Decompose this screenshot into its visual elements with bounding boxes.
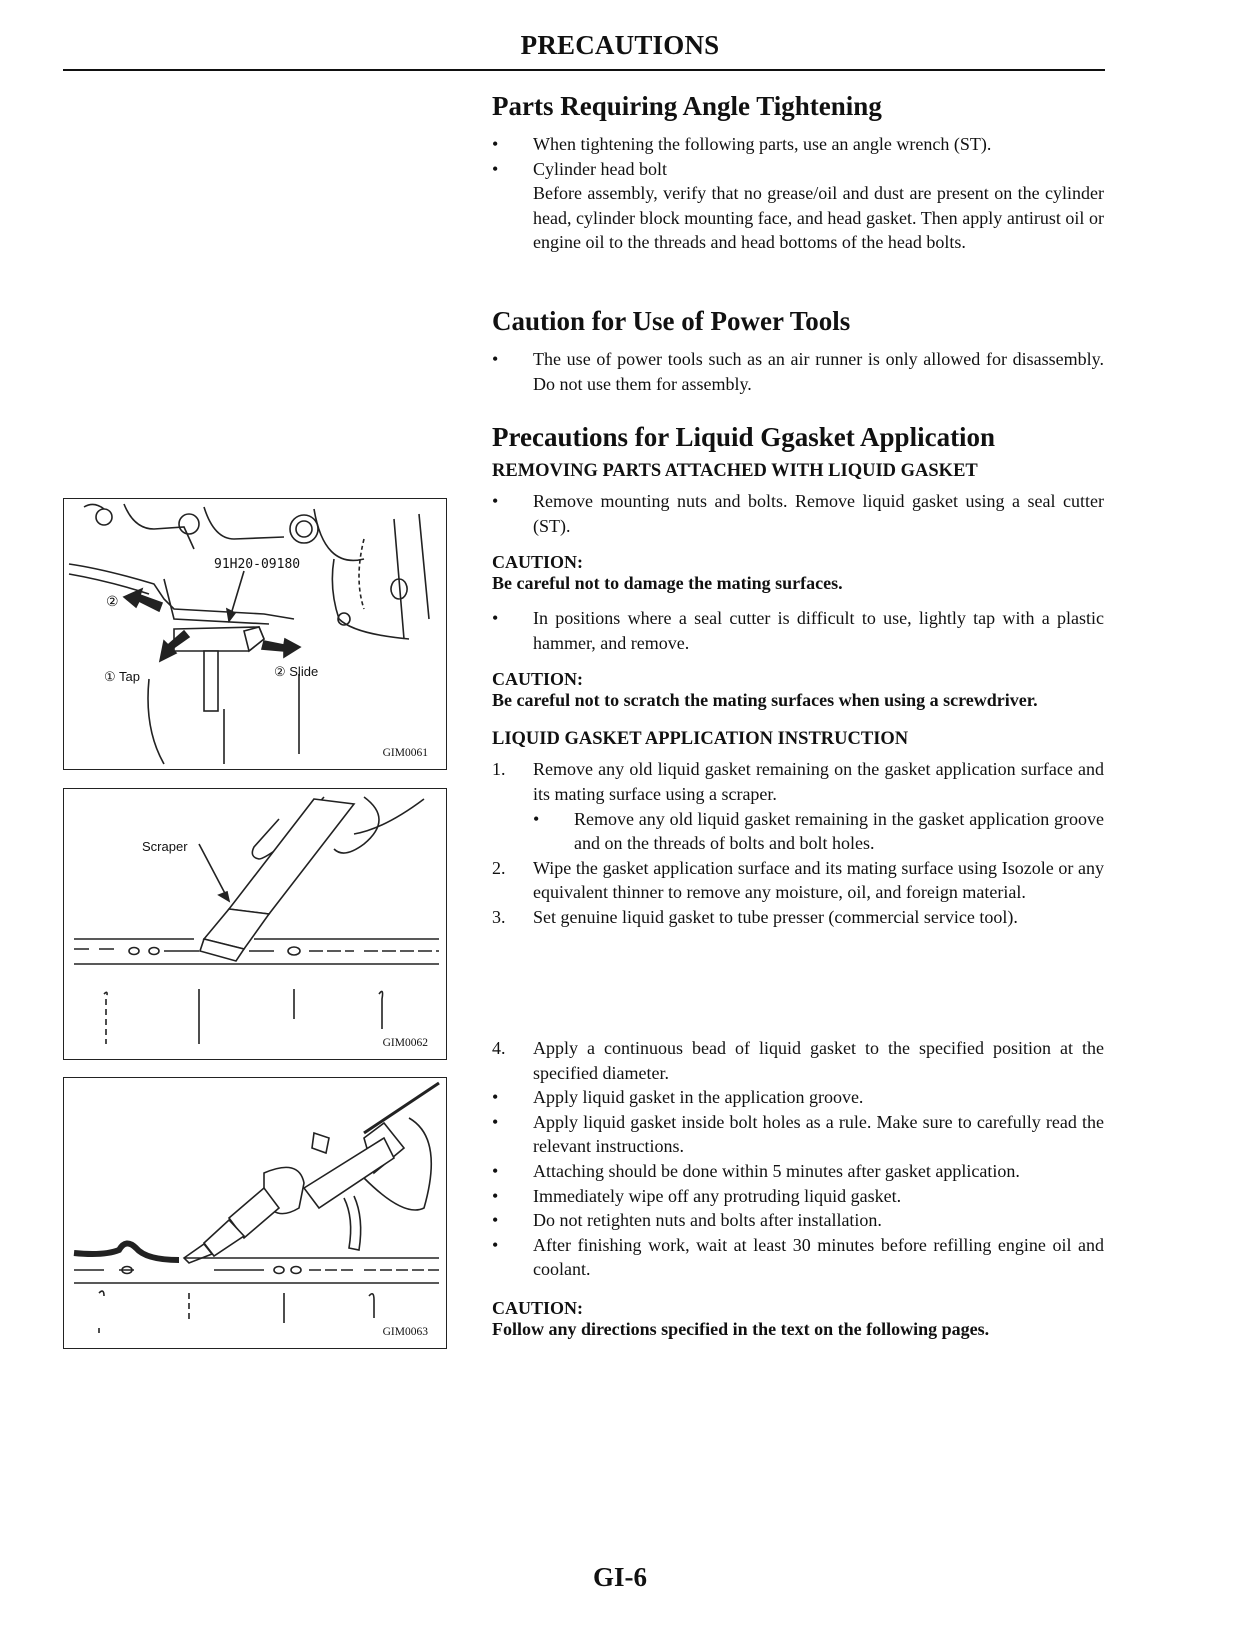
- section-liquid-gasket: [492, 421, 1104, 930]
- section-heading: Precautions for Liquid Ggasket Application: [492, 422, 996, 452]
- scraper-label: Scraper: [142, 839, 188, 854]
- scraper-illustration: [64, 789, 446, 1059]
- list-item: • Cylinder head bolt: [492, 158, 667, 179]
- gasket-gun-illustration: [64, 1078, 446, 1348]
- list-item: • Attaching should be done within 5 minutes after gasket application.: [492, 1160, 1020, 1181]
- caution-label: CAUTION:: [492, 552, 584, 573]
- list-item: 4. Apply a continuous bead of liquid gasket to the specified position at the specified diameter.: [492, 1038, 1104, 1083]
- list-item: • Remove mounting nuts and bolts. Remove liquid gasket using a seal cutter (ST).: [492, 491, 1104, 536]
- list-item: • Do not retighten nuts and bolts after installation.: [492, 1210, 882, 1231]
- list-item: 2. Wipe the gasket application surface and its mating surface using Isozole or any equivalent thinner to remove any moisture, oil, and foreign material.: [492, 857, 1104, 903]
- caution-block: [492, 669, 1104, 711]
- section-liquid-gasket-continued: [492, 1036, 1104, 1340]
- figure-id: GIM0061: [382, 747, 428, 759]
- caution-label: CAUTION:: [492, 669, 584, 690]
- step-tap-label: ① Tap: [104, 669, 140, 684]
- seal-cutter-illustration: [64, 499, 446, 769]
- list-item: • Apply liquid gasket inside bolt holes as a rule. Make sure to carefully read the relevant instructions.: [492, 1111, 1104, 1157]
- caution-label: CAUTION:: [492, 1297, 584, 1318]
- section-power-tools: [492, 305, 1104, 396]
- page-title: PRECAUTIONS: [520, 30, 720, 60]
- list-item: • After finishing work, wait at least 30 minutes before refilling engine oil and coolant.: [492, 1234, 1104, 1280]
- figure-scraper: [63, 788, 447, 1060]
- section-angle-tightening: [492, 90, 1104, 255]
- list-item: • Immediately wipe off any protruding liquid gasket.: [492, 1185, 902, 1206]
- figure-id: GIM0063: [382, 1326, 428, 1338]
- caution-text: Follow any directions specified in the text on the following pages.: [492, 1318, 990, 1339]
- list-item: 3. Set genuine liquid gasket to tube presser (commercial service tool).: [492, 906, 1018, 927]
- instruction-list: [492, 757, 1104, 929]
- list-item: 1. Remove any old liquid gasket remaining on the gasket application surface and its mating surface using a scraper.: [492, 759, 1104, 804]
- figure-gasket-gun: [63, 1077, 447, 1349]
- page-number: GI-6: [593, 1562, 647, 1592]
- bullet-list: [492, 606, 1104, 655]
- tool-part-number: 91H20-09180: [214, 557, 301, 572]
- list-item: • When tightening the following parts, use an angle wrench (ST).: [492, 134, 992, 154]
- list-item: • Apply liquid gasket in the application groove.: [492, 1087, 864, 1108]
- list-item: • The use of power tools such as an air runner is only allowed for disassembly. Do not use them for assembly.: [492, 349, 1104, 394]
- subheading-removing: REMOVING PARTS ATTACHED WITH LIQUID GASKET: [492, 461, 978, 481]
- step-marker: ②: [106, 593, 119, 609]
- header-rule: [63, 69, 1105, 71]
- section-heading: Caution for Use of Power Tools: [492, 306, 851, 336]
- list-item-continuation: Before assembly, verify that no grease/oil and dust are present on the cylinder head, cylinder block mounting face, and head gasket. Then apply antirust oil or engine oil to the threads and head bottoms of the head bolts.: [533, 183, 1104, 253]
- subheading-instruction: LIQUID GASKET APPLICATION INSTRUCTION: [492, 729, 909, 750]
- section-heading: Parts Requiring Angle Tightening: [492, 91, 882, 121]
- bullet-list: [492, 347, 1104, 396]
- caution-block: [492, 552, 1104, 594]
- caution-text: Be careful not to scratch the mating surfaces when using a screwdriver.: [492, 690, 1038, 711]
- figure-id: GIM0062: [382, 1037, 428, 1049]
- step-slide-label: ② Slide: [274, 664, 319, 679]
- caution-text: Be careful not to damage the mating surfaces.: [492, 573, 843, 594]
- caution-block: [492, 1298, 1104, 1340]
- figure-seal-cutter: [63, 498, 447, 770]
- list-item: • In positions where a seal cutter is difficult to use, lightly tap with a plastic hammer, and remove.: [492, 608, 1104, 653]
- list-item: • Remove any old liquid gasket remaining in the gasket application groove and on the threads of bolts and bolt holes.: [533, 808, 1104, 854]
- bullet-list: [492, 132, 1104, 255]
- bullet-list: [492, 489, 1104, 538]
- instruction-list: [492, 1036, 1104, 1282]
